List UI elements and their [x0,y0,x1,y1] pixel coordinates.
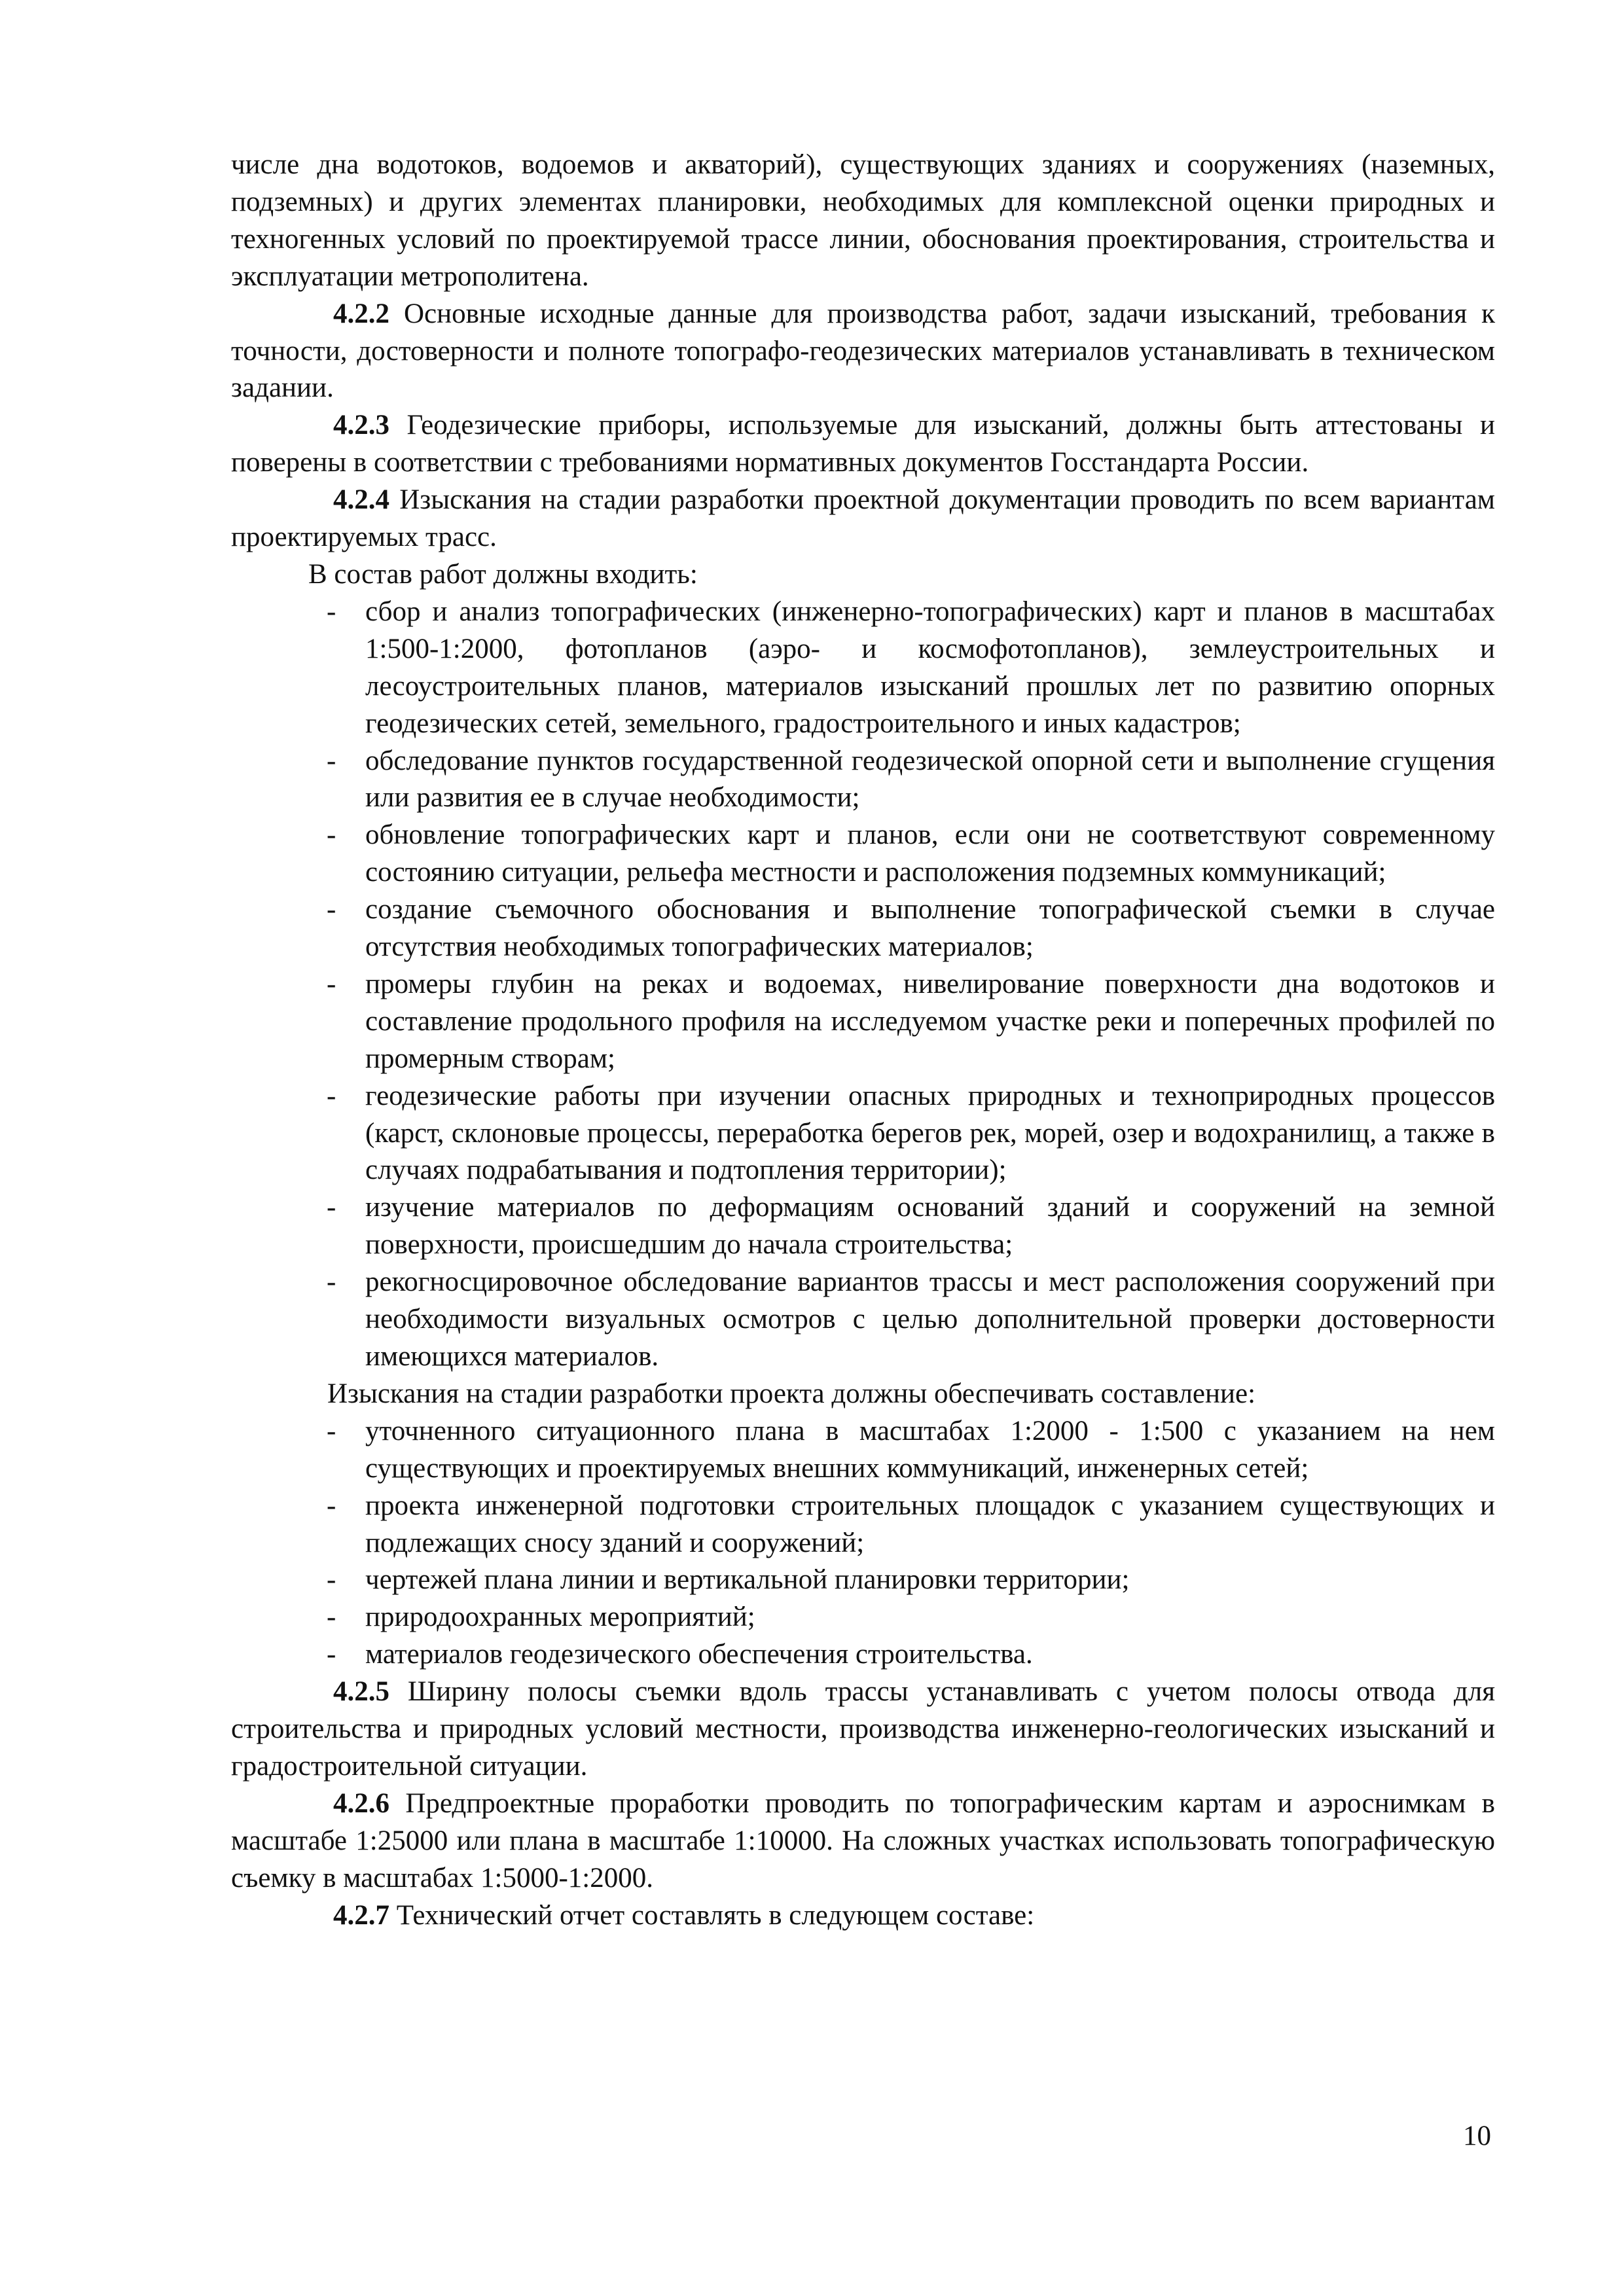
section-text: Ширину полосы съемки вдоль трассы устанавливать с учетом полосы отвода для строительства и природных условий местности, производства инженерно-геологических изысканий и градостроительной ситуации. [231,1676,1495,1782]
list-dash: - [327,745,336,776]
list-item [231,1413,1495,1488]
list-item [231,1488,1495,1562]
section-4-2-5 [231,1674,1495,1785]
list-item-text: уточненного ситуационного плана в масштабах 1:2000 - 1:500 с указанием на нем существующих и проектируемых внешних коммуникаций, инженерных сетей; [365,1415,1495,1484]
work-list-heading: В состав работ должны входить: [308,558,698,590]
section-text: Предпроектные проработки проводить по топографическим картам и аэроснимкам в масштабе 1:25000 или плана в масштабе 1:10000. На сложных участках использовать топографическую съемку в масштабах 1:5000-1:2000. [231,1787,1495,1893]
section-4-2-2 [231,296,1495,408]
section-4-2-7 [231,1897,1495,1935]
list-item-text: проекта инженерной подготовки строительных площадок с указанием существующих и подлежащих сносу зданий и сооружений; [365,1490,1495,1558]
list-dash: - [327,1490,336,1521]
section-4-2-6 [231,1785,1495,1897]
section-text: Основные исходные данные для производства работ, задачи изысканий, требования к точности, достоверности и полноте топографо-геодезических материалов устанавливать в техническом задании. [231,298,1495,404]
intro-paragraph: числе дна водотоков, водоемов и акваторий), существующих зданиях и сооружениях (наземных, подземных) и других элементах планировки, необходимых для комплексной оценки природных и техногенных условий по проектируемой трассе линии, обоснования проектирования, строительства и эксплуатации метрополитена. [231,149,1495,292]
list-item [231,891,1495,966]
list-item [231,817,1495,891]
section-number: 4.2.6 [333,1787,389,1819]
list-dash: - [327,1266,336,1298]
page-number: 10 [1463,2121,1491,2151]
list-item [231,1189,1495,1264]
list-dash: - [327,1415,336,1446]
list-item-text: рекогносцировочное обследование вариантов трассы и мест расположения сооружений при необходимости визуальных осмотров с целью дополнительной проверки достоверности имеющихся материалов. [365,1266,1495,1372]
list-item [231,1636,1495,1674]
list-item [231,1264,1495,1376]
list-dash: - [327,819,336,851]
list-item-text: геодезические работы при изучении опасных природных и техноприродных процессов (карст, склоновые процессы, переработка берегов рек, морей, озер и водохранилищ, а также в случаях подрабатывания и подтопления территории); [365,1080,1495,1186]
list-item-text: материалов геодезического обеспечения строительства. [365,1639,1033,1670]
list-item-text: изучение материалов по деформациям оснований зданий и сооружений на земной поверхности, происшедшим до начала строительства; [365,1192,1495,1261]
list-item-text: сбор и анализ топографических (инженерно-топографических) карт и планов в масштабах 1:500-1:2000, фотопланов (аэро- и космофотопланов), землеустроительных и лесоустроительных планов, материалов изысканий прошлых лет по развитию опорных геодезических сетей, земельного, градостроительного и иных кадастров; [365,596,1495,739]
list-dash: - [327,1192,336,1223]
list-item-text: создание съемочного обоснования и выполнение топографической съемки в случае отсутствия необходимых топографических материалов; [365,894,1495,963]
section-4-2-4 [231,482,1495,556]
list-item-text: обследование пунктов государственной геодезической опорной сети и выполнение сгущения или развития ее в случае необходимости; [365,745,1495,814]
output-list [231,1413,1495,1674]
list-item [231,966,1495,1078]
section-text: Геодезические приборы, используемые для изысканий, должны быть аттестованы и поверены в соответствии с требованиями нормативных документов Госстандарта России. [231,410,1495,478]
section-4-2-3 [231,407,1495,482]
list-item-text: чертежей плана линии и вертикальной планировки территории; [365,1564,1130,1596]
list-dash: - [327,1080,336,1111]
work-list [231,594,1495,1376]
list-dash: - [327,1639,336,1670]
output-list-heading: Изыскания на стадии разработки проекта должны обеспечивать составление: [327,1378,1256,1409]
section-number: 4.2.4 [333,484,389,516]
list-item [231,1078,1495,1190]
list-item [231,743,1495,817]
list-dash: - [327,894,336,925]
list-dash: - [327,1564,336,1596]
list-dash: - [327,1602,336,1633]
list-item-text: обновление топографических карт и планов, если они не соответствуют современному состоянию ситуации, рельефа местности и расположения подземных коммуникаций; [365,819,1495,888]
section-number: 4.2.3 [333,410,389,441]
section-number: 4.2.2 [333,298,389,329]
section-text: Изыскания на стадии разработки проектной документации проводить по всем вариантам проектируемых трасс. [231,484,1495,553]
list-item [231,1562,1495,1599]
list-item [231,1599,1495,1636]
list-dash: - [327,596,336,627]
list-item-text: промеры глубин на реках и водоемах, нивелирование поверхности дна водотоков и составление продольного профиля на исследуемом участке реки и поперечных профилей по промерным створам; [365,968,1495,1074]
list-item [231,594,1495,743]
list-item-text: природоохранных мероприятий; [365,1602,755,1633]
document-page [231,147,1495,1935]
list-dash: - [327,968,336,999]
section-text: Технический отчет составлять в следующем составе: [389,1899,1035,1931]
section-number: 4.2.7 [333,1899,389,1931]
section-number: 4.2.5 [333,1676,389,1708]
